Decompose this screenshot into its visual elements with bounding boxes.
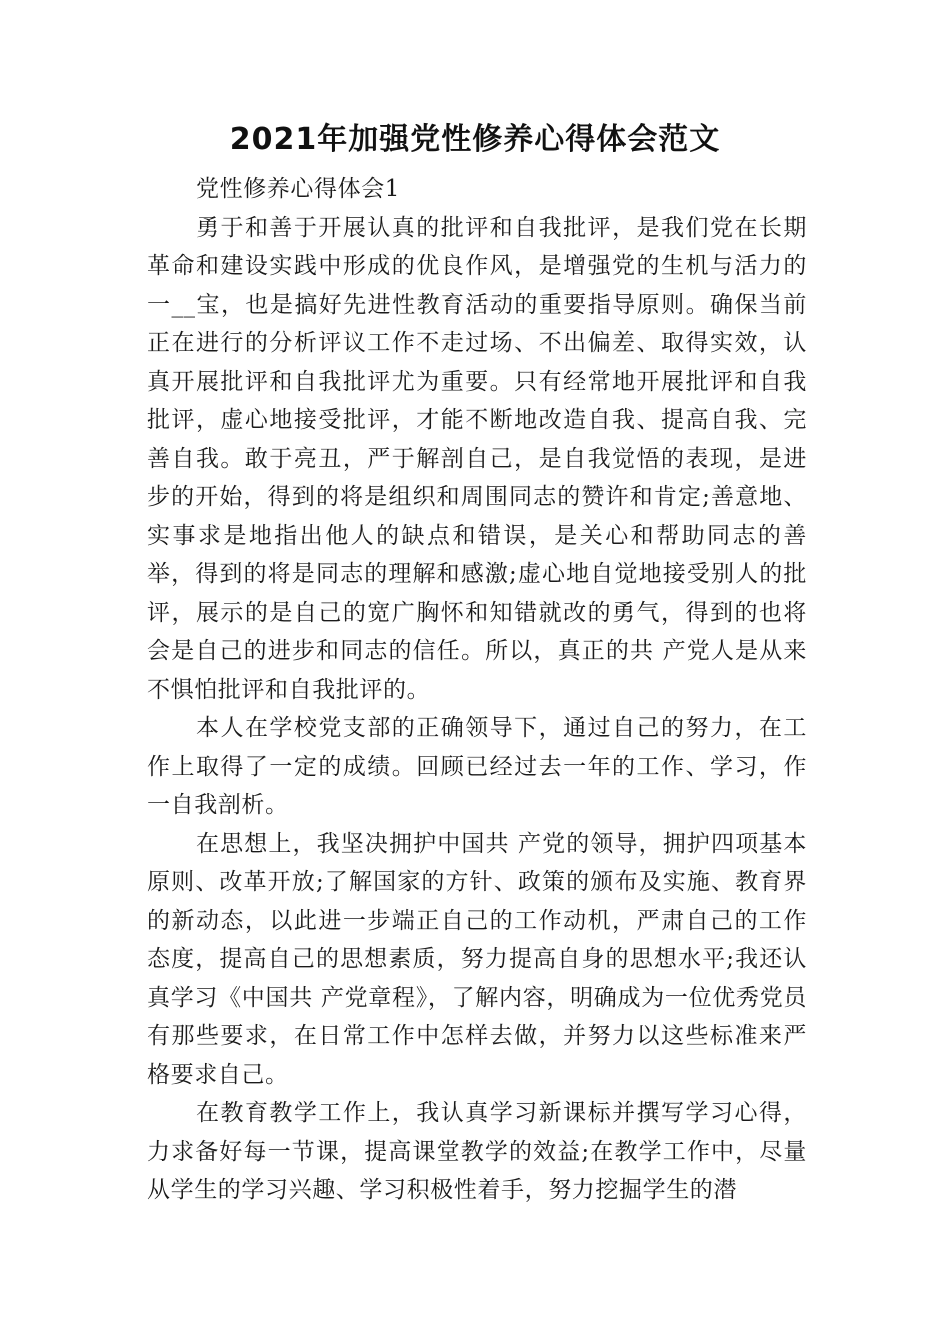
document-title: 2021年加强党性修养心得体会范文 — [229, 122, 721, 157]
paragraph-4: 在教育教学工作上，我认真学习新课标并撰写学习心得，力求备好每一节课，提高课堂教学的效益;在教学工作中，尽量从学生的学习兴趣、学习积极性着手，努力挖掘学生的潜 — [147, 1100, 807, 1203]
paragraph-1: 勇于和善于开展认真的批评和自我批评，是我们党在长期革命和建设实践中形成的优良作风，是增强党的生机与活力的一__宝，也是搞好先进性教育活动的重要指导原则。确保当前正在进行的分析评议工作不走过场、不出偏差、取得实效，认真开展批评和自我批评尤为重要。只有经常地开展批评和自我批评，虚心地接受批评，才能不断地改造自我、提高自我、完善自我。敢于亮丑，严于解剖自己，是自我觉悟的表现，是进步的开始，得到的将是组织和周围同志的赞许和肯定;善意地、实事求是地指出他人的缺点和错误，是关心和帮助同志的善举，得到的将是同志的理解和感激;虚心地自觉地接受别人的批评，展示的是自己的宽广胸怀和知错就改的勇气，得到的也将会是自己的进步和同志的信任。所以，真正的共 产党人是从来不惧怕批评和自我批评的。 — [147, 214, 807, 703]
paragraph-3: 在思想上，我坚决拥护中国共 产党的领导，拥护四项基本原则、改革开放;了解国家的方针、政策的颁布及实施、教育界的新动态，以此进一步端正自己的工作动机，严肃自己的工作态度，提高自己的思想素质，努力提高自身的思想水平;我还认真学习《中国共 产党章程》，了解内容，明确成为一位优秀党员有那些要求，在日常工作中怎样去做，并努力以这些标准来严格要求自己。 — [147, 830, 807, 1088]
section-heading: 党性修养心得体会1 — [196, 176, 401, 202]
document-body — [147, 170, 807, 1210]
paragraph-2: 本人在学校党支部的正确领导下，通过自己的努力，在工作上取得了一定的成绩。回顾已经过去一年的工作、学习，作一自我剖析。 — [147, 715, 807, 818]
